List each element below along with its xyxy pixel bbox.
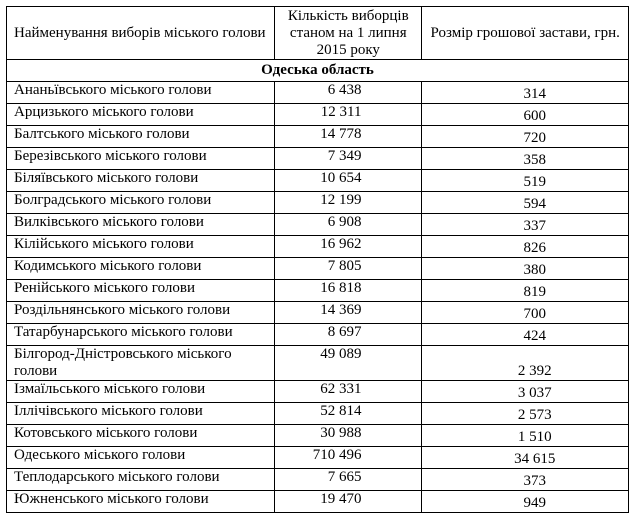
- table-row: [7, 280, 629, 302]
- election-name-cell: Болградського міського голови: [7, 192, 275, 214]
- table-row: [7, 148, 629, 170]
- voters-count-cell: 10 654: [275, 170, 422, 192]
- deposit-amount-cell: 424: [422, 324, 629, 346]
- election-name-cell: Теплодарського міського голови: [7, 469, 275, 491]
- election-name-cell: Котовського міського голови: [7, 425, 275, 447]
- deposit-amount-cell: 2 573: [422, 403, 629, 425]
- table-row: [7, 302, 629, 324]
- table-row: [7, 126, 629, 148]
- voters-count-cell: 19 470: [275, 491, 422, 513]
- deposit-amount-cell: 1 510: [422, 425, 629, 447]
- election-name-cell: Одеського міського голови: [7, 447, 275, 469]
- table-row: [7, 324, 629, 346]
- table-row: [7, 447, 629, 469]
- election-name-cell: Балтського міського голови: [7, 126, 275, 148]
- deposit-amount-cell: 337: [422, 214, 629, 236]
- voters-count-cell: 16 962: [275, 236, 422, 258]
- election-name-cell: Кілійського міського голови: [7, 236, 275, 258]
- deposit-amount-cell: 720: [422, 126, 629, 148]
- deposit-amount-cell: 34 615: [422, 447, 629, 469]
- election-name-cell: Білгород-Дністровського міського голови: [7, 346, 275, 381]
- voters-count-cell: 62 331: [275, 381, 422, 403]
- election-name-cell: Татарбунарського міського голови: [7, 324, 275, 346]
- election-name-cell: Вилківського міського голови: [7, 214, 275, 236]
- region-row: [7, 60, 629, 82]
- table-row: [7, 346, 629, 381]
- election-name-cell: Кодимського міського голови: [7, 258, 275, 280]
- table-row: [7, 491, 629, 513]
- deposit-amount-cell: 594: [422, 192, 629, 214]
- election-name-cell: Роздільнянського міського голови: [7, 302, 275, 324]
- deposit-amount-cell: 600: [422, 104, 629, 126]
- election-deposit-table: [6, 6, 629, 513]
- table-row: [7, 469, 629, 491]
- election-name-cell: Іллічівського міського голови: [7, 403, 275, 425]
- table-row: [7, 214, 629, 236]
- deposit-amount-cell: 819: [422, 280, 629, 302]
- election-name-cell: Ананьївського міського голови: [7, 82, 275, 104]
- election-name-cell: Ренійського міського голови: [7, 280, 275, 302]
- election-name-cell: Біляївського міського голови: [7, 170, 275, 192]
- table-row: [7, 192, 629, 214]
- deposit-amount-cell: 380: [422, 258, 629, 280]
- voters-count-cell: 14 369: [275, 302, 422, 324]
- table-row: [7, 170, 629, 192]
- voters-count-cell: 30 988: [275, 425, 422, 447]
- election-name-cell: Березівського міського голови: [7, 148, 275, 170]
- voters-count-cell: 7 349: [275, 148, 422, 170]
- header-row: [7, 7, 629, 60]
- deposit-amount-cell: 949: [422, 491, 629, 513]
- table-row: [7, 258, 629, 280]
- header-voters-count: Кількість виборців станом на 1 липня 2015 року: [275, 7, 422, 60]
- table-row: [7, 403, 629, 425]
- deposit-amount-cell: 2 392: [422, 346, 629, 381]
- header-deposit-amount: Розмір грошової застави, грн.: [422, 7, 629, 60]
- voters-count-cell: 7 805: [275, 258, 422, 280]
- table-row: [7, 236, 629, 258]
- header-election-name: Найменування виборів міського голови: [7, 7, 275, 60]
- election-name-cell: Арцизького міського голови: [7, 104, 275, 126]
- voters-count-cell: 14 778: [275, 126, 422, 148]
- table-row: [7, 82, 629, 104]
- voters-count-cell: 8 697: [275, 324, 422, 346]
- voters-count-cell: 710 496: [275, 447, 422, 469]
- deposit-amount-cell: 700: [422, 302, 629, 324]
- voters-count-cell: 12 199: [275, 192, 422, 214]
- voters-count-cell: 16 818: [275, 280, 422, 302]
- deposit-amount-cell: 3 037: [422, 381, 629, 403]
- deposit-amount-cell: 314: [422, 82, 629, 104]
- table-row: [7, 381, 629, 403]
- table-row: [7, 104, 629, 126]
- region-label: Одеська область: [7, 60, 629, 82]
- deposit-amount-cell: 373: [422, 469, 629, 491]
- table-row: [7, 425, 629, 447]
- voters-count-cell: 6 908: [275, 214, 422, 236]
- election-name-cell: Ізмаїльського міського голови: [7, 381, 275, 403]
- voters-count-cell: 6 438: [275, 82, 422, 104]
- deposit-amount-cell: 358: [422, 148, 629, 170]
- voters-count-cell: 49 089: [275, 346, 422, 381]
- deposit-amount-cell: 519: [422, 170, 629, 192]
- election-name-cell: Южненського міського голови: [7, 491, 275, 513]
- voters-count-cell: 7 665: [275, 469, 422, 491]
- voters-count-cell: 12 311: [275, 104, 422, 126]
- deposit-amount-cell: 826: [422, 236, 629, 258]
- voters-count-cell: 52 814: [275, 403, 422, 425]
